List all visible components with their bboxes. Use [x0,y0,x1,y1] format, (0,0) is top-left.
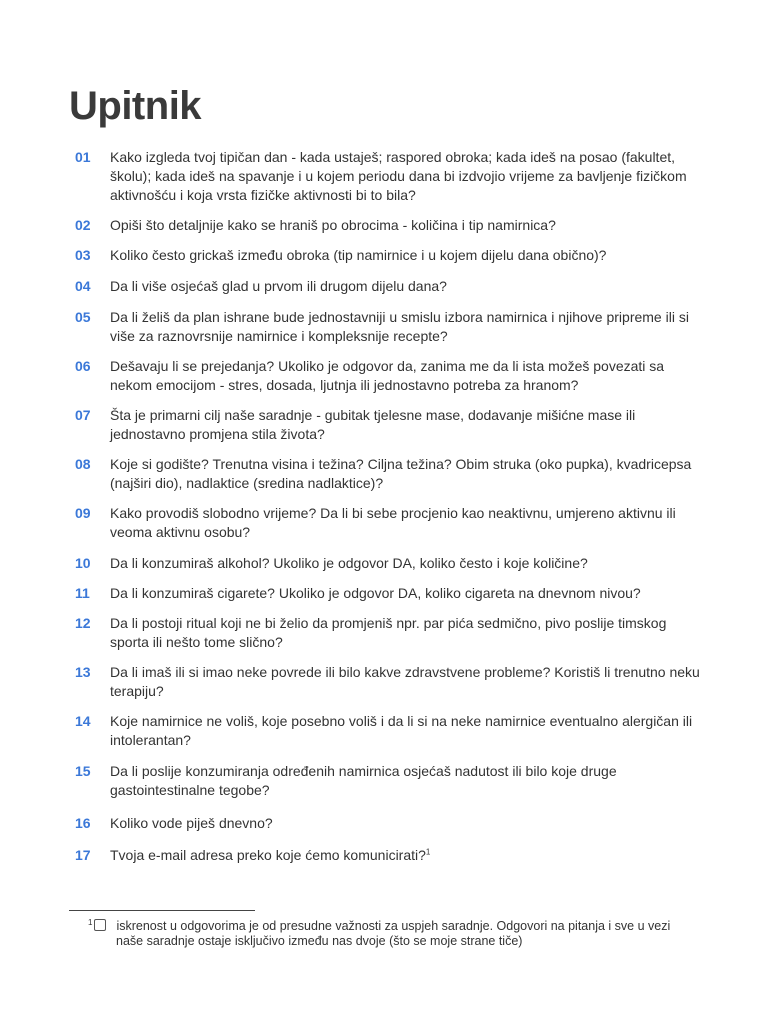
question-number: 15 [75,763,91,779]
question-item [75,614,700,652]
question-number: 11 [75,585,90,601]
question-number: 10 [75,555,91,571]
question-text: Da li imaš ili si imao neke povrede ili bilo kakve zdravstvene probleme? Koristiš li trenutno neku terapiju? [110,664,700,699]
question-number: 17 [75,847,91,863]
question-item [75,762,700,800]
question-item [75,148,700,205]
question-text: Da li konzumiraš cigarete? Ukoliko je odgovor DA, koliko cigareta na dnevnom nivou? [110,585,641,601]
question-number: 14 [75,713,91,729]
question-item [75,216,700,235]
question-number: 05 [75,309,91,325]
question-text: Da li želiš da plan ishrane bude jednostavniji u smislu izbora namirnica i njihove pripreme ili si više za raznovrsnije namirnice i kompleksnije recepte? [110,309,689,344]
question-item [75,846,700,865]
question-number: 12 [75,615,91,631]
question-number: 06 [75,358,91,374]
question-number: 07 [75,407,91,423]
question-text: Šta je primarni cilj naše saradnje - gubitak tjelesne mase, dodavanje mišićne mase ili jednostavno promjena stila života? [110,407,636,442]
question-item [75,712,700,750]
footnote-divider [69,910,255,911]
question-text: Da li konzumiraš alkohol? Ukoliko je odgovor DA, koliko često i koje količine? [110,555,588,571]
question-text-content: Tvoja e-mail adresa preko koje ćemo komunicirati? [110,847,426,863]
footnote [88,919,698,949]
question-text: Koje namirnice ne voliš, koje posebno voliš i da li si na neke namirnice eventualno alergičan ili intolerantan? [110,713,693,748]
question-text: Da li više osjećaš glad u prvom ili drugom dijelu dana? [110,278,447,294]
question-item [75,455,700,493]
question-number: 13 [75,664,91,680]
question-item [75,246,700,265]
question-text: Da li poslije konzumiranja određenih namirnica osjećaš nadutost ili bilo koje druge gastointestinalne tegobe? [110,763,617,798]
question-number: 16 [75,815,91,831]
question-text: Koliko često grickaš između obroka (tip namirnice i u kojem dijelu dana obično)? [110,247,607,263]
page-title: Upitnik [69,84,202,128]
question-item [75,308,700,346]
question-text: Kako provodiš slobodno vrijeme? Da li bi sebe procjenio kao neaktivnu, umjereno aktivnu ili veoma aktivnu osobu? [110,505,676,540]
question-number: 02 [75,217,91,233]
question-text: Koliko vode piješ dnevno? [110,815,273,831]
question-text: Koje si godište? Trenutna visina i težina? Ciljna težina? Obim struka (oko pupka), kvadricepsa (najširi dio), nadlaktice (sredina nadlaktice)? [110,456,692,491]
question-text: Opiši što detaljnije kako se hraniš po obrocima - količina i tip namirnica? [110,217,556,233]
question-item [75,277,700,296]
checkbox-icon [94,919,106,931]
question-text: Dešavaju li se prejedanja? Ukoliko je odgovor da, zanima me da li ista možeš povezati sa nekom emocijom - stres, dosada, ljutnja ili jednostavno potreba za hranom? [110,358,665,393]
question-item [75,504,700,542]
question-number: 04 [75,278,91,294]
question-item [75,406,700,444]
question-item [75,584,700,603]
question-number: 01 [75,149,91,165]
question-item [75,554,700,573]
question-number: 09 [75,505,91,521]
question-item [75,663,700,701]
question-item [75,357,700,395]
footnote-reference: 1 [425,847,431,857]
question-text: Da li postoji ritual koji ne bi želio da promjeniš npr. par pića sedmično, pivo poslije timskog sporta ili nešto tome slično? [110,615,667,650]
footnote-line-1: iskrenost u odgovorima je od presudne važnosti za uspjeh saradnje. Odgovori na pitanja i sve u vezi [116,919,671,933]
footnote-mark: 1 [88,917,93,927]
question-text [110,846,700,865]
question-text: Kako izgleda tvoj tipičan dan - kada ustaješ; raspored obroka; kada ideš na posao (fakultet, školu); kada ideš na spavanje i u kojem periodu dana bi izdvojio vrijeme za bavljenje fizičkom aktivnošću i koja vrsta fizičke aktivnosti bi to bila? [110,149,687,203]
footnote-line-2: naše saradnje ostaje isključivo između nas dvoje (što se moje strane tiče) [116,934,523,948]
question-number: 03 [75,247,91,263]
question-number: 08 [75,456,91,472]
question-item [75,814,700,833]
